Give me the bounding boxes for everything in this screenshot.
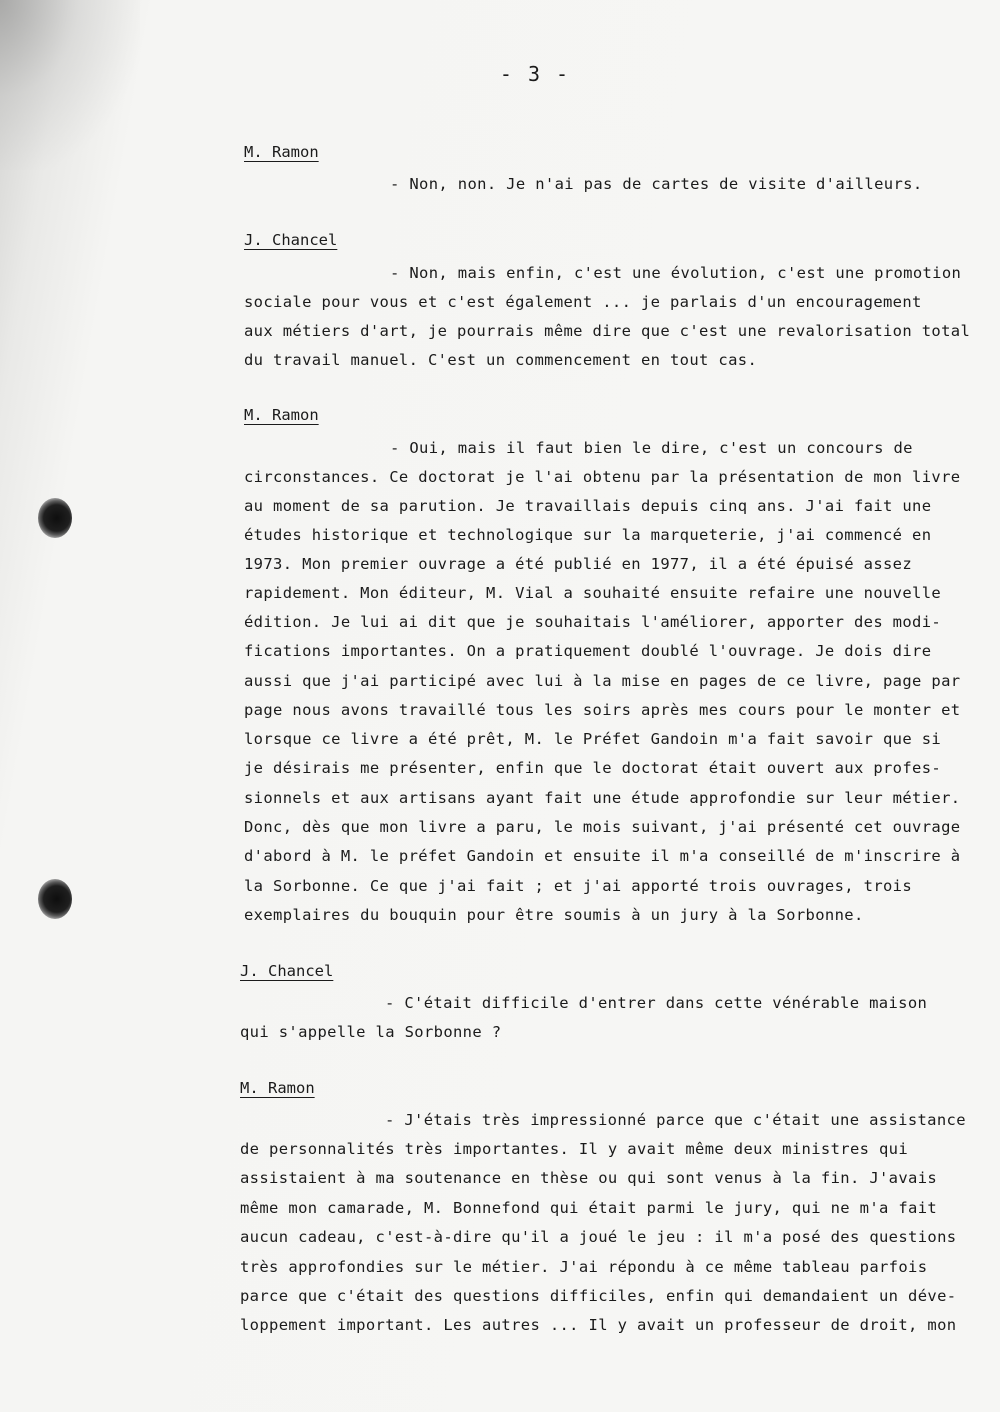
page-number: - 3 - xyxy=(499,62,571,86)
dialogue-line: aux métiers d'art, je pourrais même dire que c'est une revalorisation total xyxy=(244,322,971,340)
dialogue-line: - Non, non. Je n'ai pas de cartes de visite d'ailleurs. xyxy=(390,175,923,193)
dialogue-line: sionnels et aux artisans ayant fait une étude approfondie sur leur métier. xyxy=(244,789,961,807)
dialogue-line: la Sorbonne. Ce que j'ai fait ; et j'ai apporté trois ouvrages, trois xyxy=(244,877,913,895)
dialogue-line: - Non, mais enfin, c'est une évolution, c'est une promotion xyxy=(390,264,962,282)
dialogue-line: aucun cadeau, c'est-à-dire qu'il a joué le jeu : il m'a posé des questions xyxy=(240,1228,957,1246)
speaker-name: M. Ramon xyxy=(240,1079,315,1097)
speaker-name: M. Ramon xyxy=(244,406,319,424)
dialogue-line: je désirais me présenter, enfin que le doctorat était ouvert aux profes- xyxy=(244,759,942,777)
dialogue-line: de personnalités très importantes. Il y avait même deux ministres qui xyxy=(240,1140,909,1158)
speaker-name: J. Chancel xyxy=(244,231,338,249)
dialogue-line: assistaient à ma soutenance en thèse ou qui sont venus à la fin. J'avais xyxy=(240,1169,938,1187)
dialogue-line: - J'étais très impressionné parce que c'était une assistance xyxy=(385,1111,966,1129)
dialogue-line: édition. Je lui ai dit que je souhaitais l'améliorer, apporter des modi- xyxy=(244,613,942,631)
dialogue-line: très approfondies sur le métier. J'ai répondu à ce même tableau parfois xyxy=(240,1258,928,1276)
dialogue-line: même mon camarade, M. Bonnefond qui était parmi le jury, qui ne m'a fait xyxy=(240,1199,938,1217)
speaker-name: M. Ramon xyxy=(244,143,319,161)
dialogue-line: circonstances. Ce doctorat je l'ai obtenu par la présentation de mon livre xyxy=(244,468,961,486)
punch-hole-lower xyxy=(38,879,72,919)
dialogue-line: lorsque ce livre a été prêt, M. le Préfet Gandoin m'a fait savoir que si xyxy=(244,730,942,748)
dialogue-line: rapidement. Mon éditeur, M. Vial a souhaité ensuite refaire une nouvelle xyxy=(244,584,942,602)
dialogue-line: - C'était difficile d'entrer dans cette vénérable maison xyxy=(385,994,928,1012)
dialogue-line: aussi que j'ai participé avec lui à la mise en pages de ce livre, page par xyxy=(244,672,961,690)
dialogue-line: fications importantes. On a pratiquement doublé l'ouvrage. Je dois dire xyxy=(244,642,932,660)
dialogue-line: qui s'appelle la Sorbonne ? xyxy=(240,1023,502,1041)
punch-hole-upper xyxy=(38,498,72,538)
dialogue-line: loppement important. Les autres ... Il y avait un professeur de droit, mon xyxy=(240,1316,957,1334)
dialogue-line: d'abord à M. le préfet Gandoin et ensuite il m'a conseillé de m'inscrire à xyxy=(244,847,961,865)
dialogue-line: page nous avons travaillé tous les soirs après mes cours pour le monter et xyxy=(244,701,961,719)
dialogue-line: parce que c'était des questions difficiles, enfin qui demandaient un déve- xyxy=(240,1287,957,1305)
dialogue-line: sociale pour vous et c'est également ... je parlais d'un encouragement xyxy=(244,293,922,311)
speaker-name: J. Chancel xyxy=(240,962,334,980)
dialogue-line: exemplaires du bouquin pour être soumis à un jury à la Sorbonne. xyxy=(244,906,864,924)
dialogue-line: - Oui, mais il faut bien le dire, c'est un concours de xyxy=(390,439,913,457)
dialogue-line: études historique et technologique sur la marqueterie, j'ai commencé en xyxy=(244,526,932,544)
dialogue-line: au moment de sa parution. Je travaillais depuis cinq ans. J'ai fait une xyxy=(244,497,932,515)
dialogue-line: 1973. Mon premier ouvrage a été publié en 1977, il a été épuisé assez xyxy=(244,555,913,573)
dialogue-line: du travail manuel. C'est un commencement en tout cas. xyxy=(244,351,758,369)
dialogue-line: Donc, dès que mon livre a paru, le mois suivant, j'ai présenté cet ouvrage xyxy=(244,818,961,836)
